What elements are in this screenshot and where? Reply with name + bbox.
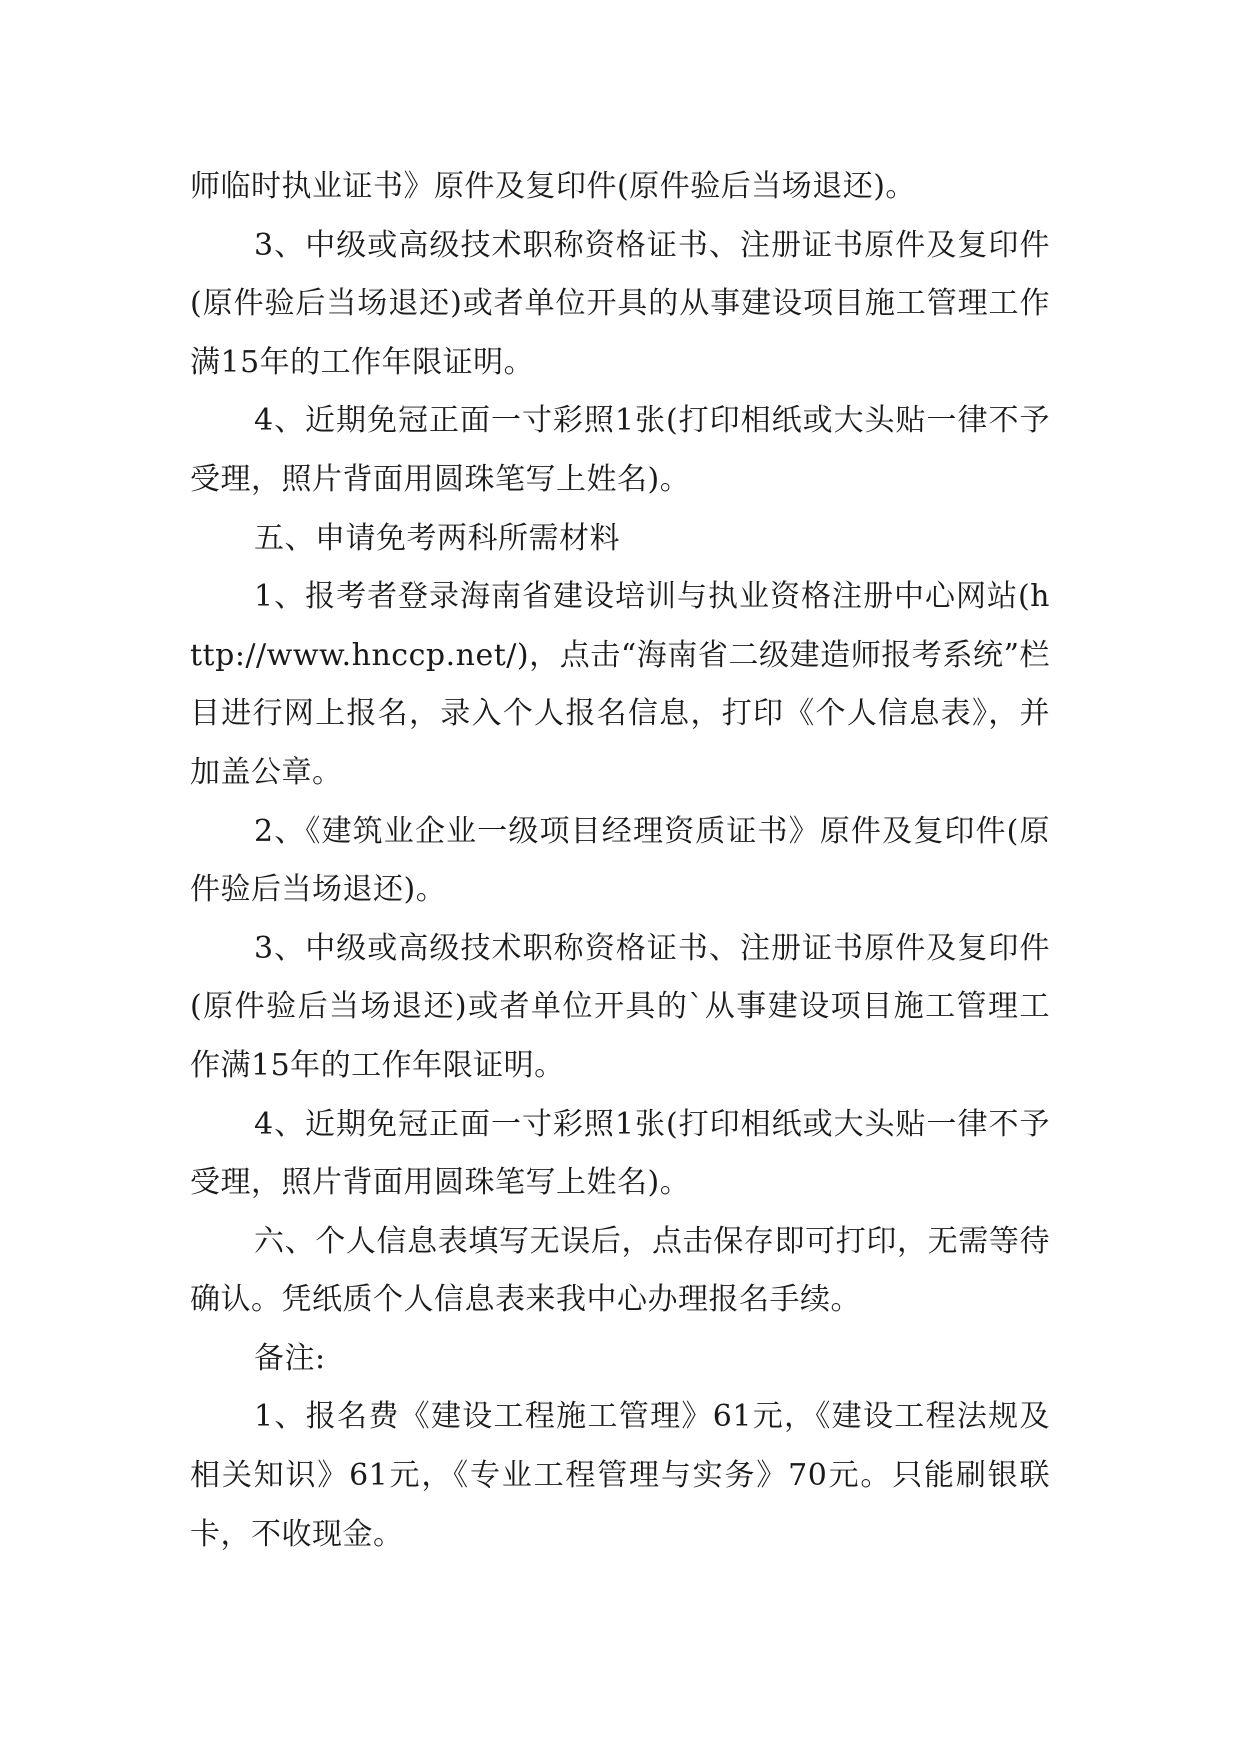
paragraph-item-3-title-certificate: 3、中级或高级技术职称资格证书、注册证书原件及复印件(原件验后当场退还)或者单位开具的从事建设项目施工管理工作满15年的工作年限证明。: [190, 227, 1050, 380]
remarks-heading: 备注:: [254, 1340, 326, 1376]
paragraph-continuation: 师临时执业证书》原件及复印件(原件验后当场退还)。: [190, 169, 916, 204]
paragraph-item-1-online-registration: 1、报考者登录海南省建设培训与执业资格注册中心网站(http://www.hnccp.net/)，点击“海南省二级建造师报考系统”栏目进行网上报名，录入个人报名信息，打印《个人信息表》，并加盖公章。: [190, 579, 1050, 790]
paragraph-item-4-photo-2: 4、近期免冠正面一寸彩照1张(打印相纸或大头贴一律不予受理，照片背面用圆珠笔写上姓名)。: [190, 1106, 1050, 1201]
paragraph-item-4-photo: 4、近期免冠正面一寸彩照1张(打印相纸或大头贴一律不予受理，照片背面用圆珠笔写上姓名)。: [190, 403, 1050, 497]
section-heading-6: 六、个人信息表填写无误后，点击保存即可打印，无需等待确认。凭纸质个人信息表来我中心办理报名手续。: [190, 1223, 1050, 1318]
paragraph-item-3-title-certificate-2: 3、中级或高级技术职称资格证书、注册证书原件及复印件(原件验后当场退还)或者单位开具的`从事建设项目施工管理工作满15年的工作年限证明。: [190, 930, 1050, 1083]
paragraph-item-2-manager-certificate: 2、《建筑业企业一级项目经理资质证书》原件及复印件(原件验后当场退还)。: [190, 813, 1050, 908]
remarks-item-1-fees: 1、报名费《建设工程施工管理》61元，《建设工程法规及相关知识》61元，《专业工程管理与实务》70元。只能刷银联卡，不收现金。: [190, 1399, 1050, 1552]
document-body: [190, 158, 1050, 1564]
section-heading-5: 五、申请免考两科所需材料: [254, 520, 620, 556]
